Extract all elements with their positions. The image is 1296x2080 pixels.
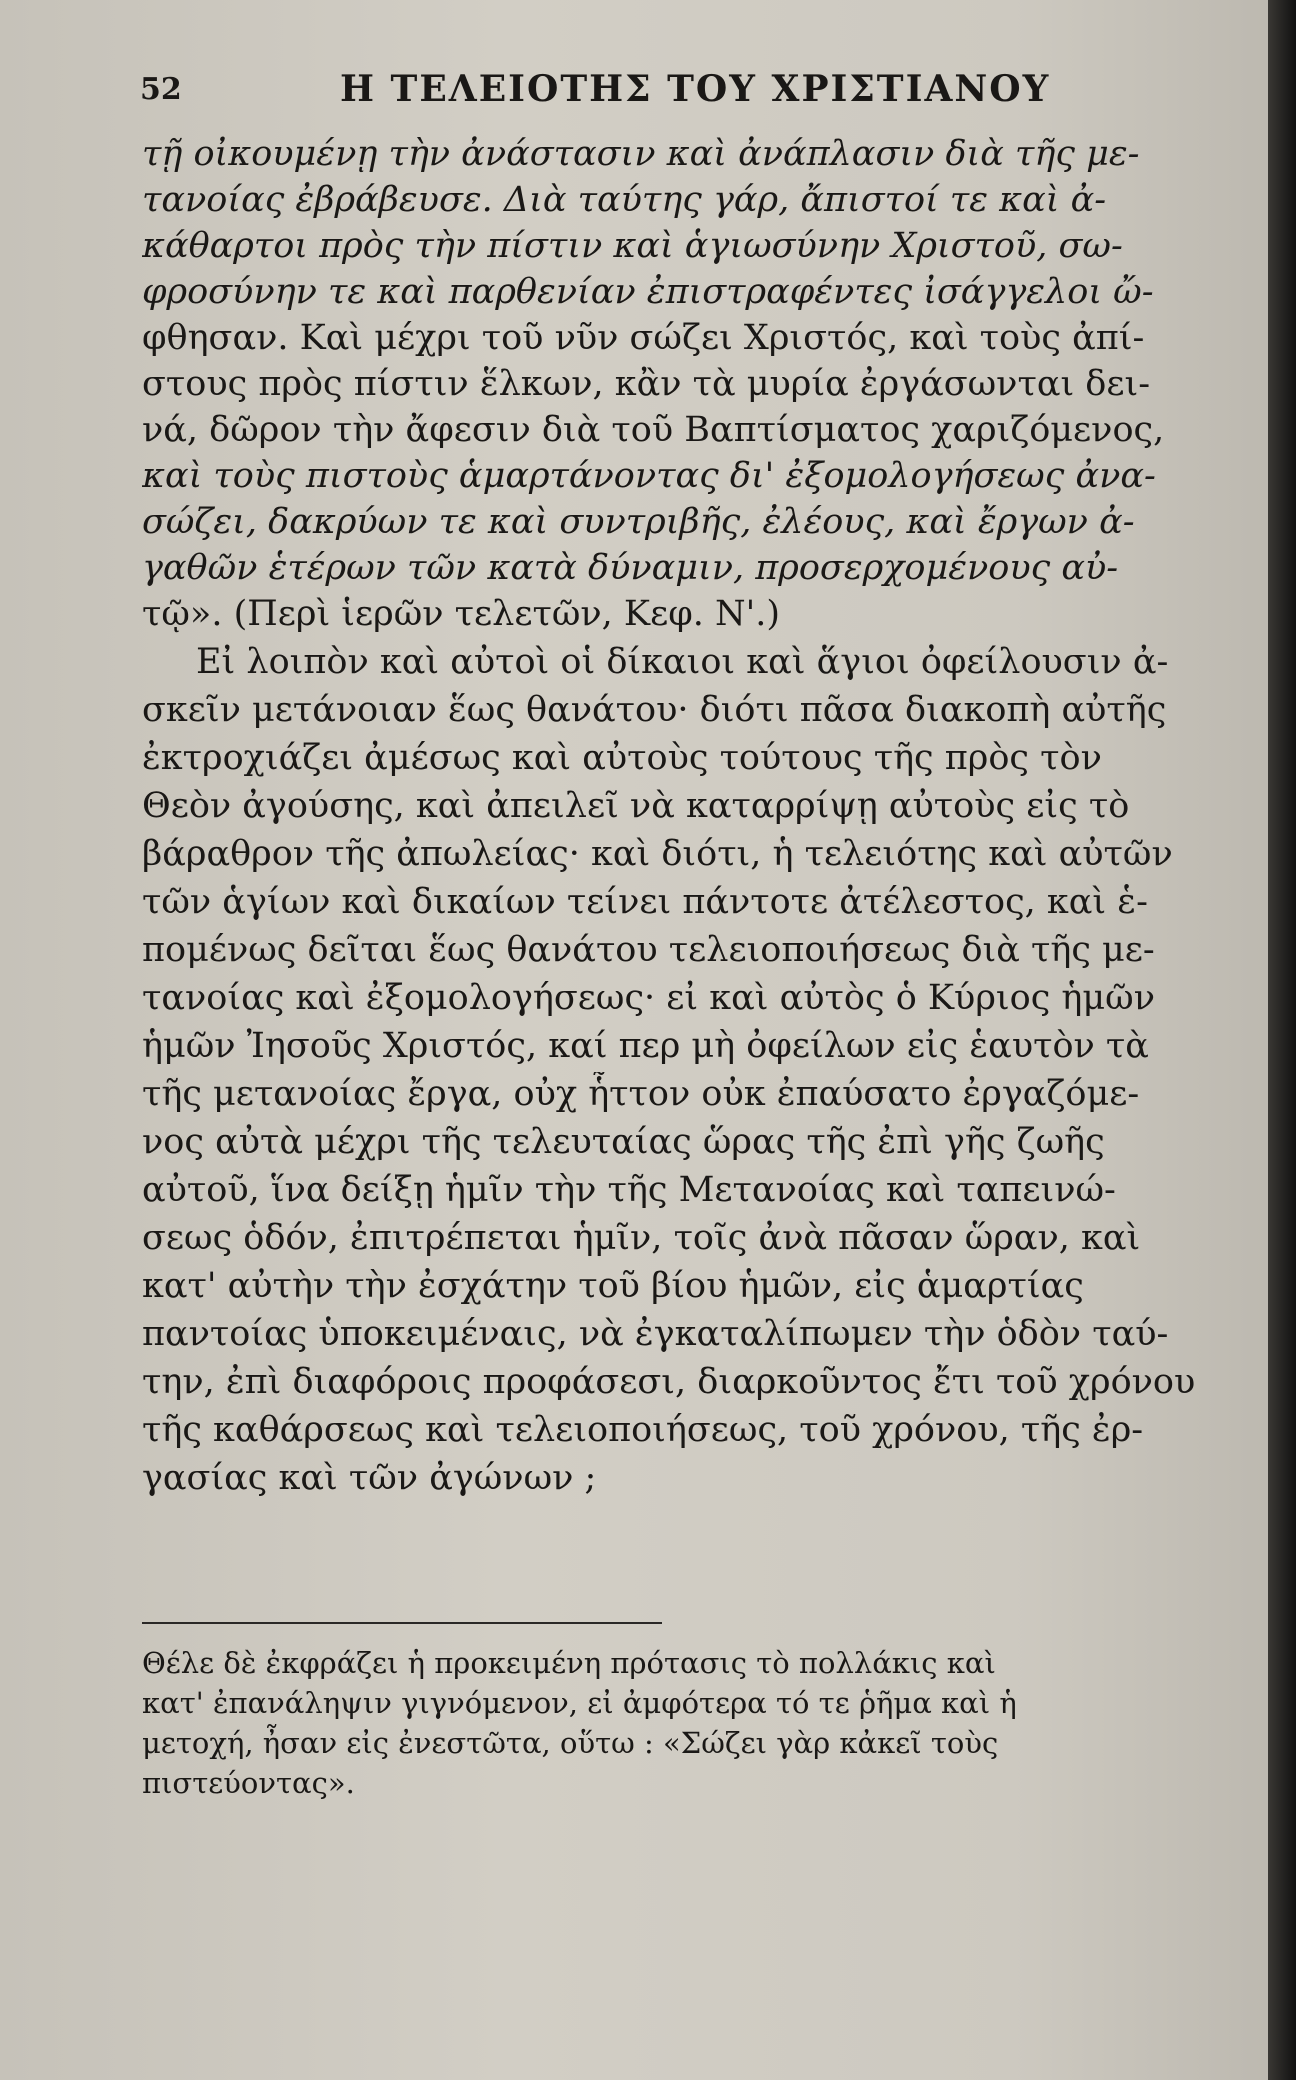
text-line: καὶ τοὺς πιστοὺς ἁμαρτάνοντας δι' ἐξομολογήσεως ἀνα- bbox=[142, 456, 1156, 496]
text-line: τανοίας ἐβράβευσε. Διὰ ταύτης γάρ, ἄπιστοί τε καὶ ἀ- bbox=[142, 180, 1107, 220]
page-header bbox=[140, 62, 1240, 122]
text-line: σκεῖν μετάνοιαν ἕως θανάτου· διότι πᾶσα διακοπὴ αὐτῆς bbox=[142, 690, 1167, 730]
text-line: την, ἐπὶ διαφόροις προφάσεσι, διαρκοῦντος ἔτι τοῦ χρόνου bbox=[142, 1362, 1196, 1402]
text-line: τανοίας καὶ ἐξομολογήσεως· εἰ καὶ αὐτὸς ὁ Κύριος ἡμῶν bbox=[142, 978, 1155, 1018]
text-line: νά, δῶρον τὴν ἄφεσιν διὰ τοῦ Βαπτίσματος χαριζόμενος, bbox=[142, 410, 1165, 450]
running-title: Η ΤΕΛΕΙΟΤΗΣ ΤΟΥ ΧΡΙΣΤΙΑΝΟΥ bbox=[340, 68, 1051, 110]
text-line: φθησαν. Καὶ μέχρι τοῦ νῦν σώζει Χριστός, καὶ τοὺς ἀπί- bbox=[142, 318, 1145, 358]
footnote-line: Θέλε δὲ ἐκφράζει ἡ προκειμένη πρότασις τὸ πολλάκις καὶ bbox=[142, 1646, 996, 1680]
text-line: πομένως δεῖται ἕως θανάτου τελειοποιήσεως διὰ τῆς με- bbox=[142, 930, 1155, 970]
footnote-line: μετοχή, ἦσαν εἰς ἐνεστῶτα, οὕτω : «Σώζει γὰρ κἀκεῖ τοὺς bbox=[142, 1726, 999, 1760]
text-line: τῷ». (Περὶ ἱερῶν τελετῶν, Κεφ. Ν'.) bbox=[142, 594, 780, 634]
text-line: τῶν ἁγίων καὶ δικαίων τείνει πάντοτε ἀτέλεστος, καὶ ἑ- bbox=[142, 882, 1148, 922]
paragraph-start-line: Εἰ λοιπὸν καὶ αὐτοὶ οἱ δίκαιοι καὶ ἅγιοι ὀφείλουσιν ἀ- bbox=[196, 642, 1169, 682]
text-line: κάθαρτοι πρὸς τὴν πίστιν καὶ ἁγιωσύνην Χριστοῦ, σω- bbox=[142, 226, 1123, 266]
footnote-divider bbox=[142, 1622, 662, 1624]
text-line: παντοίας ὑποκειμέναις, νὰ ἐγκαταλίπωμεν τὴν ὁδὸν ταύ- bbox=[142, 1314, 1169, 1354]
text-line: κατ' αὐτὴν τὴν ἐσχάτην τοῦ βίου ἡμῶν, εἰς ἁμαρτίας bbox=[142, 1266, 1084, 1306]
text-line: νος αὐτὰ μέχρι τῆς τελευταίας ὥρας τῆς ἐπὶ γῆς ζωῆς bbox=[142, 1122, 1105, 1162]
text-line: σεως ὁδόν, ἐπιτρέπεται ἡμῖν, τοῖς ἀνὰ πᾶσαν ὥραν, καὶ bbox=[142, 1218, 1141, 1258]
text-line: τῇ οἰκουμένῃ τὴν ἀνάστασιν καὶ ἀνάπλασιν διὰ τῆς με- bbox=[142, 134, 1140, 174]
page-number: 52 bbox=[140, 72, 182, 107]
text-line: στους πρὸς πίστιν ἕλκων, κἂν τὰ μυρία ἐργάσωνται δει- bbox=[142, 364, 1151, 404]
text-line: τῆς μετανοίας ἔργα, οὐχ ἧττον οὐκ ἐπαύσατο ἐργαζόμε- bbox=[142, 1074, 1140, 1114]
text-line: ἡμῶν Ἰησοῦς Χριστός, καί περ μὴ ὀφείλων εἰς ἑαυτὸν τὰ bbox=[142, 1026, 1149, 1066]
text-line: βάραθρον τῆς ἀπωλείας· καὶ διότι, ἡ τελειότης καὶ αὐτῶν bbox=[142, 834, 1173, 874]
text-line: αὐτοῦ, ἵνα δείξῃ ἡμῖν τὴν τῆς Μετανοίας καὶ ταπεινώ- bbox=[142, 1170, 1116, 1210]
page-edge-shadow bbox=[1268, 0, 1296, 2080]
text-line: σώζει, δακρύων τε καὶ συντριβῆς, ἐλέους, καὶ ἔργων ἀ- bbox=[142, 502, 1135, 542]
text-line: ἐκτροχιάζει ἀμέσως καὶ αὐτοὺς τούτους τῆς πρὸς τὸν bbox=[142, 738, 1102, 778]
text-line: τῆς καθάρσεως καὶ τελειοποιήσεως, τοῦ χρόνου, τῆς ἐρ- bbox=[142, 1410, 1144, 1450]
text-line: γασίας καὶ τῶν ἀγώνων ; bbox=[142, 1458, 597, 1498]
text-line: φροσύνην τε καὶ παρθενίαν ἐπιστραφέντες ἰσάγγελοι ὤ- bbox=[142, 272, 1154, 312]
footnote-line: πιστεύοντας». bbox=[142, 1766, 355, 1800]
text-line: γαθῶν ἑτέρων τῶν κατὰ δύναμιν, προσερχομένους αὐ- bbox=[142, 548, 1119, 588]
footnote-line: κατ' ἐπανάληψιν γιγνόμενον, εἰ ἀμφότερα τό τε ῥῆμα καὶ ἡ bbox=[142, 1686, 1017, 1720]
text-line: Θεὸν ἀγούσης, καὶ ἀπειλεῖ νὰ καταρρίψῃ αὐτοὺς εἰς τὸ bbox=[142, 786, 1130, 826]
